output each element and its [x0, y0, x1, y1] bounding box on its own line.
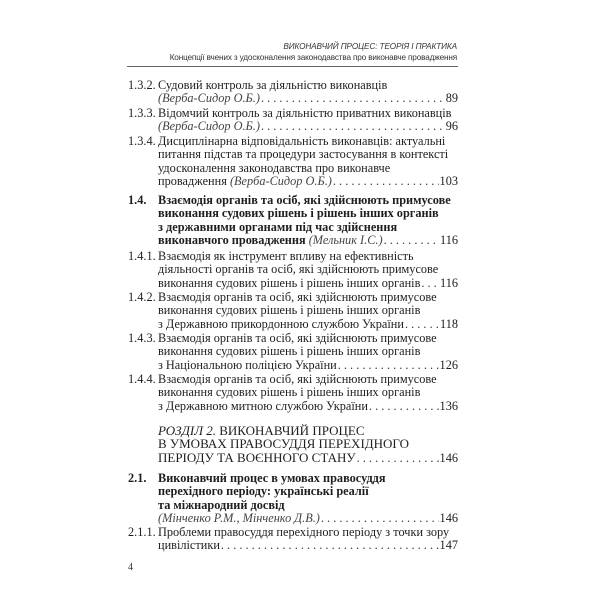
toc-entry-title-cont: виконання судових рішень і рішень інших органів	[158, 344, 421, 359]
toc-entry-title-cont: питання підстав та процедури застосування в контексті	[158, 147, 449, 162]
toc-entry-author: (Верба-Сидор О.Б.)	[158, 91, 260, 106]
toc-entry-title: Проблеми правосуддя перехідного періоду з точки зору	[158, 525, 450, 539]
dot-leader	[357, 452, 439, 465]
toc-entry-title-cont: діяльності органів та осіб, які здійснюють примусове	[158, 262, 439, 277]
toc-entry-number: 1.4.	[128, 193, 147, 207]
section-title: ВИКОНАВЧИЙ ПРОЦЕС	[219, 423, 365, 438]
toc-entry-title-cont: з Державною прикордонною службою України	[158, 316, 404, 331]
toc-entry-title: Взаємодія органів та осіб, які здійснюють примусове	[158, 331, 437, 345]
toc-entry-title-cont: та міжнародний досвід	[158, 497, 285, 512]
toc-entry-title: Взаємодія органів та осіб, які здійснюють примусове	[158, 290, 437, 304]
toc-entry[interactable]	[128, 526, 458, 553]
toc-entry-page: 146	[439, 450, 458, 465]
toc-entry-number: 1.4.4.	[128, 372, 156, 386]
toc-entry[interactable]	[128, 373, 458, 413]
toc-entry-title: Взаємодія як інструмент впливу на ефективність	[158, 249, 414, 263]
toc-entry-number: 1.3.2.	[128, 78, 156, 92]
toc-entry-page: 116	[440, 275, 458, 290]
toc-entry-title-cont: з державними органами під час здійснення	[158, 219, 398, 234]
toc-entry-page: 147	[439, 538, 458, 553]
section-title-cont: ПЕРІОДУ ТА ВОЄННОГО СТАНУ	[158, 449, 356, 465]
toc-entry-author: (Верба-Сидор О.Б.)	[229, 173, 332, 188]
toc-entry[interactable]	[128, 107, 458, 134]
toc-entry-title-cont: з Національною поліцією України	[158, 357, 337, 372]
page-number: 4	[128, 562, 133, 573]
toc-entry-title: Взаємодія органів та осіб, які здійснюють примусове	[158, 372, 437, 386]
toc-entry-number: 2.1.	[128, 471, 147, 485]
toc-entry-page: 96	[445, 119, 458, 134]
toc-entry-number: 1.3.4.	[128, 134, 156, 148]
toc-entry-title-cont: провадження	[158, 173, 227, 188]
running-header-title: ВИКОНАВЧИЙ ПРОЦЕС: ТЕОРІЯ І ПРАКТИКА	[283, 42, 457, 51]
dot-leader	[369, 400, 439, 413]
toc-entry-page: 103	[439, 173, 458, 188]
dot-leader	[384, 234, 439, 247]
toc-entry-number: 1.4.3.	[128, 331, 156, 345]
toc-entry-title-cont: виконання судових рішень і рішень інших органів	[158, 206, 439, 221]
toc-entry-title-cont: виконання судових рішень і рішень інших органів	[158, 275, 421, 290]
toc-entry-author: (Мельник І.С.)	[308, 232, 383, 247]
toc-entry-author: (Мінченко Р.М., Мінченко Д.В.)	[158, 510, 320, 525]
toc-entry[interactable]	[128, 472, 458, 525]
toc-entry-title-cont: виконання судових рішень і рішень інших органів	[158, 385, 421, 400]
toc-entry-title: Взаємодія органів та осіб, які здійснюють примусове	[158, 193, 451, 207]
toc-entry-title: Дисциплінарна відповідальність виконавців: актуальні	[158, 134, 446, 148]
section-title-cont: В УМОВАХ ПРАВОСУДДЯ ПЕРЕХІДНОГО	[158, 436, 409, 452]
toc-entry-title-cont: з Державною митною службою України	[158, 398, 368, 413]
toc-entry[interactable]	[128, 332, 458, 372]
toc-entry-title: Судовий контроль за діяльністю виконавців	[158, 78, 388, 92]
toc-entry-page: 116	[440, 232, 458, 247]
running-header-subtitle: Концепції вчених з удосконалення законодавства про виконавче провадження	[169, 53, 457, 62]
toc-section-heading[interactable]	[128, 424, 458, 464]
toc-entry-number: 1.4.2.	[128, 290, 156, 304]
toc-entry-page: 118	[440, 316, 458, 331]
dot-leader	[333, 175, 439, 188]
toc-entry-title: Відомчий контроль за діяльністю приватних виконавців	[158, 106, 452, 120]
toc-entry-page: 136	[439, 398, 458, 413]
toc-entry-author: (Верба-Сидор О.Б.)	[158, 119, 260, 134]
toc-entry[interactable]	[128, 291, 458, 331]
toc-entry-title-cont: виконання судових рішень і рішень інших органів	[158, 303, 421, 318]
section-prefix: РОЗДІЛ 2.	[158, 423, 216, 438]
toc-entry-title-cont: удосконалення законодавства про виконавче	[158, 160, 391, 175]
toc-entry-page: 126	[439, 357, 458, 372]
toc-entry-number: 2.1.1.	[128, 525, 156, 539]
toc-entry-page: 89	[445, 91, 458, 106]
toc-entry-title: Виконавчий процес в умовах правосуддя	[158, 471, 386, 485]
dot-leader	[321, 512, 439, 525]
toc-entry[interactable]	[128, 250, 458, 290]
dot-leader	[421, 277, 439, 290]
toc-entry-number: 1.3.3.	[128, 106, 156, 120]
dot-leader	[261, 120, 445, 133]
dot-leader	[221, 539, 439, 552]
toc-entry[interactable]	[128, 79, 458, 106]
toc-entry-title-cont: виконавчого провадження	[158, 232, 306, 247]
toc-entry-number: 1.4.1.	[128, 249, 156, 263]
dot-leader	[338, 359, 439, 372]
toc-entry-title-cont: цивілістики	[158, 538, 220, 553]
toc-entry[interactable]	[128, 135, 458, 188]
toc-entry-page: 146	[439, 510, 458, 525]
toc-entry-title-cont: перехідного періоду: українські реалії	[158, 484, 369, 499]
header-rule	[127, 66, 458, 67]
dot-leader	[261, 92, 445, 105]
dot-leader	[405, 318, 439, 331]
toc-entry[interactable]	[128, 194, 458, 247]
